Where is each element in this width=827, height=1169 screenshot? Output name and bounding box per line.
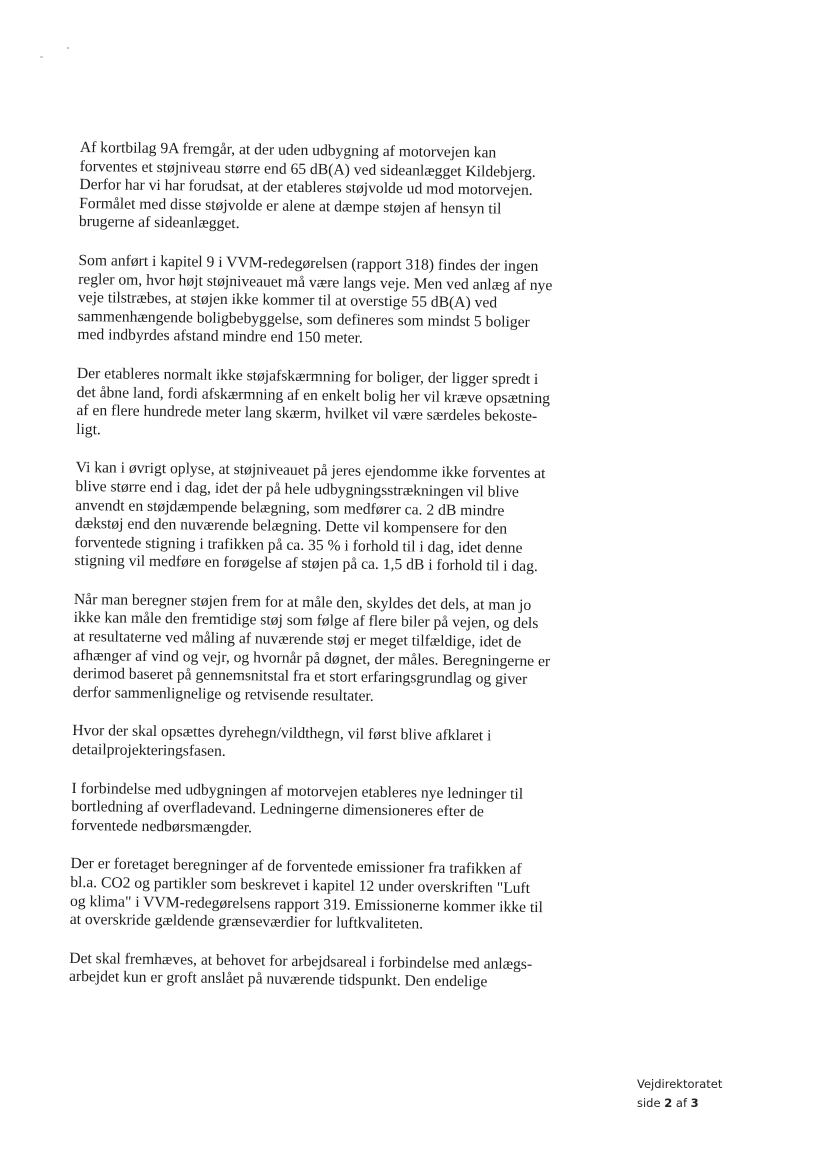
text-line: bl.a. CO2 og partikler som beskrevet i kapitel 12 under overskriften "Luft: [70, 873, 531, 897]
text-line: veje tilstræbes, at støjen ikke kommer til at overstige 55 dB(A) ved: [77, 289, 498, 312]
text-line: forventede stigning i trafikken på ca. 35 % i forhold til i dag, idet denne: [74, 533, 523, 557]
scan-speck: [40, 56, 43, 58]
text-line: detailprojekteringsfasen.: [71, 740, 226, 760]
letter-body: [69, 139, 615, 1014]
text-line: arbejdet kun er groft anslået på nuværende tidspunkt. Den endelige: [68, 968, 488, 991]
page-number: [637, 1096, 699, 1110]
text-line: af en flere hundrede meter lang skærm, hvilket vil være særdeles bekoste-: [76, 402, 538, 426]
text-line: at overskride gældende grænseværdier for luftkvaliteten.: [69, 911, 424, 933]
text-line: forventes et støjniveau større end 65 dB(A) ved sideanlægget Kildebjerg.: [79, 157, 536, 181]
text-line: dækstøj end den nuværende belægning. Dette vil kompensere for den: [74, 515, 508, 538]
page-current: 2: [664, 1096, 673, 1110]
text-line: blive større end i dag, idet der på hele udbygningsstrækningen vil blive: [75, 477, 519, 501]
page-footer: [637, 1075, 722, 1113]
text-line: Der etableres normalt ikke støjafskærmning for boliger, der ligger spredt i: [76, 364, 539, 388]
text-line: brugerne af sideanlægget.: [78, 213, 240, 233]
text-line: anvendt en støjdæmpende belægning, som medfører ca. 2 dB mindre: [75, 496, 505, 520]
text-line: regler om, hvor højt støjniveauet må være langs veje. Men ved anlæg af nye: [78, 270, 553, 294]
text-line: og klima" i VVM-redegørelsens rapport 319. Emissionerne kommer ikke til: [69, 892, 544, 916]
text-line: Vi kan i øvrigt oplyse, at støjniveauet på jeres ejendomme ikke forventes at: [75, 459, 546, 483]
footer-organization: Vejdirektoratet: [637, 1077, 723, 1091]
text-line: det åbne land, fordi afskærmning af en enkelt bolig her vil kræve opsætning: [76, 383, 551, 407]
text-line: Hvor der skal opsættes dyrehegn/vildthegn, vil først blive afklaret i: [72, 722, 492, 745]
page-label: side: [637, 1096, 661, 1110]
scan-speck: [67, 47, 69, 49]
text-line: stigning vil medføre en forøgelse af støjen på ca. 1,5 dB i forhold til i dag.: [74, 552, 538, 576]
text-line: Derfor har vi har forudsat, at der etableres støjvolde ud mod motorvejen.: [79, 176, 533, 200]
text-line: ligt.: [76, 420, 102, 439]
text-line: derimod baseret på gennemsnitstal fra et stort erfaringsgrundlag og giver: [72, 665, 528, 689]
text-line: derfor sammenlignelige og retvisende resultater.: [72, 683, 374, 705]
text-line: sammenhængende boligbebyggelse, som defineres som mindst 5 boliger: [77, 307, 530, 331]
text-line: Formålet med disse støjvolde er alene at dæmpe støjen af hensyn til: [79, 194, 502, 218]
text-line: forventede nedbørsmængder.: [70, 816, 253, 837]
paragraph: [72, 722, 607, 766]
paragraph: [73, 591, 609, 710]
paragraph: [76, 365, 612, 446]
text-line: ikke kan måle den fremtidige støj som følge af flere biler på vejen, og dels: [73, 609, 539, 633]
text-line: med indbyrdes afstand mindre end 150 meter.: [77, 326, 363, 348]
text-line: bortledning af overfladevand. Ledningerne dimensioneres efter de: [71, 798, 484, 821]
text-line: afhænger af vind og vejr, og hvornår på døgnet, der måles. Beregningerne er: [73, 646, 551, 670]
page-of: af: [675, 1096, 687, 1110]
paragraph: [71, 780, 607, 843]
paragraph: [74, 459, 610, 578]
paragraph: [69, 950, 604, 994]
text-line: at resultaterne ved måling af nuværende støj er meget tilfældige, idet de: [73, 628, 522, 651]
text-line: I forbindelse med udbygningen af motorvejen etableres nye ledninger til: [71, 779, 524, 803]
page-total: 3: [690, 1096, 699, 1110]
paragraph: [77, 252, 613, 352]
text-line: Der er foretaget beregninger af de forventede emissioner fra trafikken af: [70, 855, 522, 879]
text-line: Af kortbilag 9A fremgår, at der uden udbygning af motorvejen kan: [79, 139, 497, 162]
text-line: Det skal fremhæves, at behovet for arbejdsareal i forbindelse med anlægs-: [69, 949, 533, 973]
paragraph: [79, 139, 615, 239]
paragraph: [70, 855, 606, 936]
text-line: Som anført i kapitel 9 i VVM-redegørelsen (rapport 318) findes der ingen: [78, 251, 539, 275]
text-line: Når man beregner støjen frem for at måle den, skyldes det dels, at man jo: [73, 590, 532, 614]
